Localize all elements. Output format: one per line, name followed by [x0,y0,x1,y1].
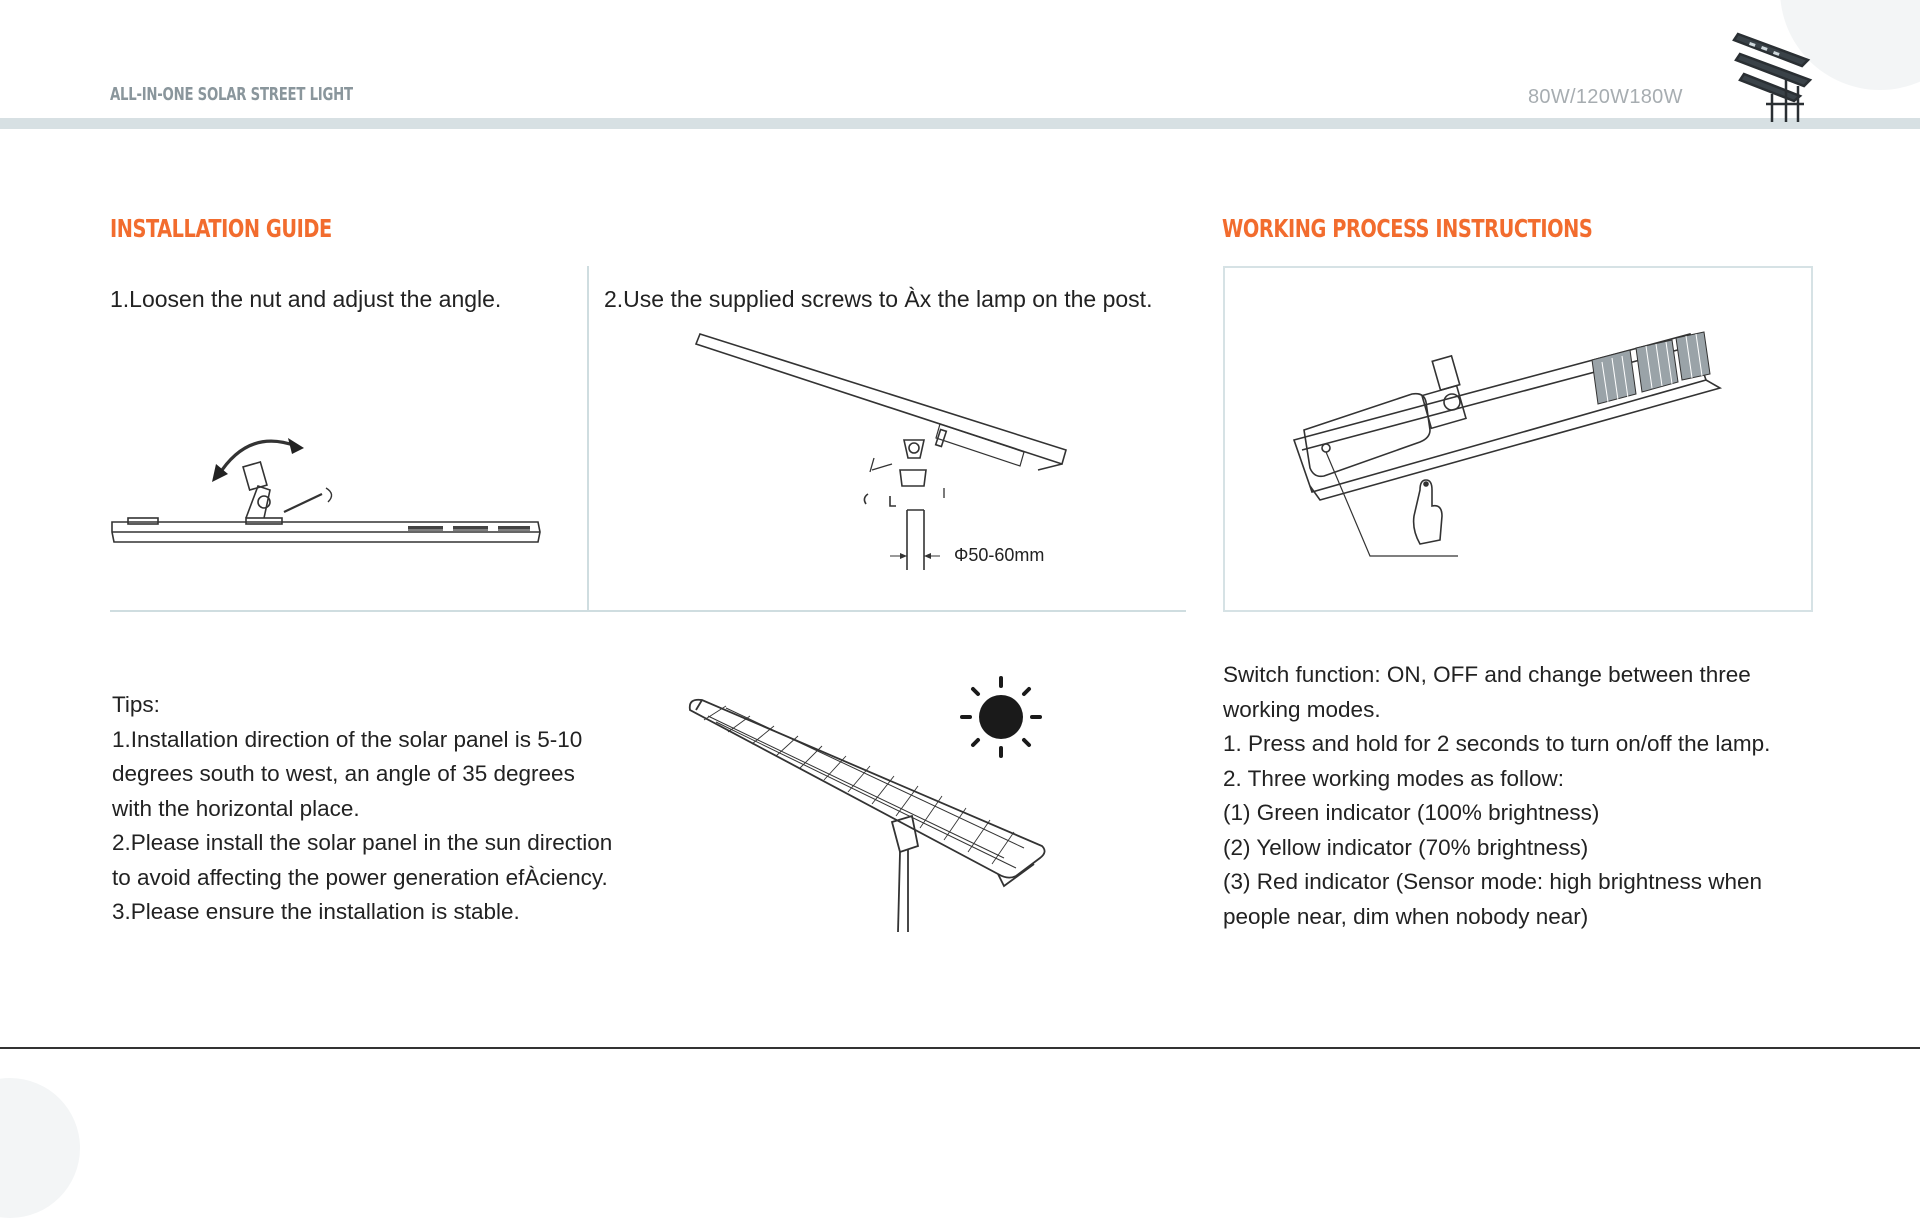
row-divider [110,610,1186,612]
tips-line: degrees south to west, an angle of 35 degrees [112,761,575,786]
tips-line: Tips: [112,692,160,717]
tips-line: 3.Please ensure the installation is stable. [112,899,520,924]
step-1-text: 1.Loosen the nut and adjust the angle. [110,286,502,312]
working-line: working modes. [1223,696,1381,722]
working-line: Switch function: ON, OFF and change between three [1223,662,1751,687]
header-band [0,118,1920,129]
working-line: (2) Yellow indicator (70% brightness) [1223,834,1589,860]
pole-diameter-label: Φ50-60mm [954,545,1045,565]
tips-line: to avoid affecting the power generation efÀciency. [112,864,608,890]
tips-line: 2.Please install the solar panel in the sun direction [112,830,613,855]
corner-decoration [0,1078,80,1218]
working-title: WORKING PROCESS INSTRUCTIONS [1222,214,1593,243]
working-line: people near, dim when nobody near) [1223,903,1589,929]
working-line: (3) Red indicator (Sensor mode: high brightness when [1223,869,1763,894]
sun-icon [958,674,1044,760]
tips-line: with the horizontal place. [112,795,360,821]
step-2-illustration [694,330,1094,580]
installation-title: INSTALLATION GUIDE [110,214,332,243]
working-line: 2. Three working modes as follow: [1223,765,1564,791]
step-2-text: 2.Use the supplied screws to Àx the lamp on the post. [604,286,1153,312]
working-line: (1) Green indicator (100% brightness) [1223,800,1600,825]
tips-block [112,688,692,930]
working-illustration [1280,330,1760,570]
tips-line: 1.Installation direction of the solar panel is 5-10 [112,726,583,752]
step-1-illustration [108,420,548,560]
working-line: 1. Press and hold for 2 seconds to turn on/off the lamp. [1223,731,1771,756]
model-label: 80W/120W180W [1528,86,1683,108]
column-divider [587,266,589,612]
footer-divider [0,1047,1920,1049]
street-lights-icon [1728,28,1820,124]
brand-title: ALL-IN-ONE SOLAR STREET LIGHT [110,84,353,105]
working-instructions [1223,658,1823,934]
